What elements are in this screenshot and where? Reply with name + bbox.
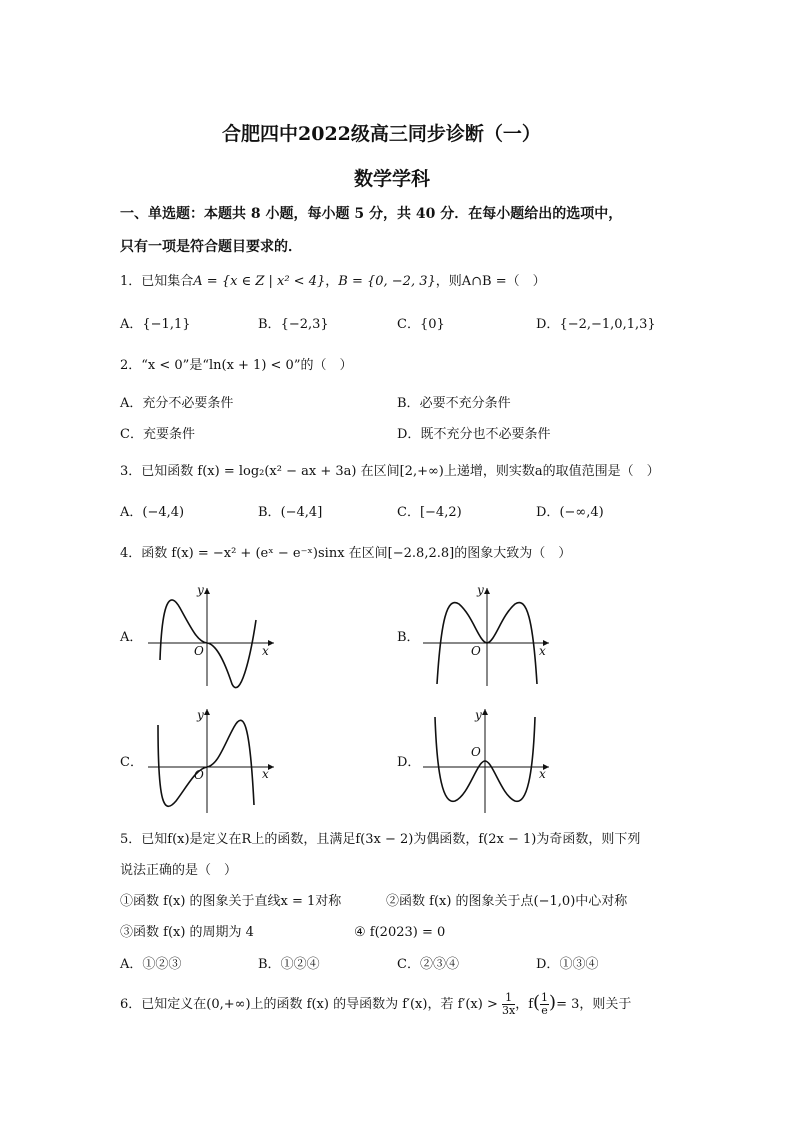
option-label: C． bbox=[397, 317, 420, 332]
option-value: [−4,2) bbox=[419, 505, 462, 520]
option-value: ①②③ bbox=[142, 957, 182, 972]
q3-option-c[interactable] bbox=[397, 504, 462, 522]
option-label: D． bbox=[536, 317, 560, 332]
y-label: y bbox=[477, 583, 484, 597]
q4-graph-a[interactable] bbox=[140, 580, 280, 690]
q1-set-b: B = {0, −2, 3} bbox=[338, 274, 436, 289]
option-label: B． bbox=[258, 317, 281, 332]
x-label: x bbox=[539, 644, 546, 658]
q6-stem bbox=[120, 988, 631, 1020]
x-arrow-icon bbox=[268, 640, 274, 646]
q5-option-b[interactable] bbox=[258, 956, 320, 974]
q4-stem: 4．函数 f(x) = −x² + (eˣ − e⁻ˣ)sinx 在区间[−2.8,2.8]的图象大致为（ ） bbox=[120, 546, 572, 561]
q3-option-a[interactable] bbox=[120, 504, 184, 522]
option-label: C． bbox=[397, 505, 420, 520]
q4-option-b-label[interactable]: B． bbox=[397, 630, 420, 645]
q5-statement-1: ①函数 f(x) 的图象关于直线x = 1对称 bbox=[120, 894, 342, 909]
y-arrow-icon bbox=[484, 588, 490, 594]
option-value: ②③④ bbox=[419, 957, 459, 972]
option-label: B． bbox=[397, 396, 420, 411]
option-value: (−∞,4) bbox=[559, 505, 604, 520]
option-label: D． bbox=[536, 957, 560, 972]
q5-statement-3: ③函数 f(x) 的周期为 4 bbox=[120, 925, 254, 940]
q1-option-d[interactable] bbox=[536, 316, 656, 334]
option-label: D． bbox=[397, 427, 421, 442]
q2-option-d[interactable] bbox=[397, 426, 550, 444]
y-arrow-icon bbox=[204, 709, 210, 715]
x-arrow-icon bbox=[268, 764, 274, 770]
option-value: {−2,3} bbox=[280, 317, 329, 332]
option-value: 必要不充分条件 bbox=[419, 396, 511, 411]
x-label: x bbox=[539, 767, 546, 781]
left-paren: ( bbox=[533, 992, 541, 1013]
curve bbox=[158, 720, 254, 806]
q4-option-a-label[interactable]: A． bbox=[120, 630, 143, 645]
q5-stem-line1: 5．已知f(x)是定义在R上的函数，且满足f(3x − 2)为偶函数，f(2x − 1)为奇函数，则下列 bbox=[120, 832, 641, 847]
option-label: B． bbox=[258, 957, 281, 972]
q5-option-d[interactable] bbox=[536, 956, 598, 974]
x-label: x bbox=[262, 767, 269, 781]
q6-fraction-2 bbox=[540, 992, 549, 1017]
option-value: 充分不必要条件 bbox=[142, 396, 234, 411]
origin-label: O bbox=[194, 644, 204, 658]
q1-option-b[interactable] bbox=[258, 316, 329, 334]
exam-title: 合肥四中2022级高三同步诊断（一） bbox=[222, 123, 541, 145]
curve bbox=[160, 600, 256, 688]
option-value: ①②④ bbox=[280, 957, 320, 972]
option-label: A． bbox=[120, 505, 143, 520]
q5-statement-2: ②函数 f(x) 的图象关于点(−1,0)中心对称 bbox=[386, 894, 628, 909]
q1-option-c[interactable] bbox=[397, 316, 445, 334]
q4-graph-d[interactable] bbox=[415, 705, 555, 815]
right-paren: ) bbox=[549, 992, 557, 1013]
q1-option-a[interactable] bbox=[120, 316, 191, 334]
x-label: x bbox=[262, 644, 269, 658]
q2-option-a[interactable] bbox=[120, 395, 233, 413]
q6-stem-b: ，f bbox=[515, 997, 534, 1012]
q2-stem: 2．“x < 0”是“ln(x + 1) < 0”的（ ） bbox=[120, 358, 353, 373]
origin-label: O bbox=[471, 745, 481, 759]
option-label: C． bbox=[397, 957, 420, 972]
q1-sep: ， bbox=[325, 274, 339, 289]
fraction-numerator: 1 bbox=[541, 991, 549, 1004]
q6-fraction-1 bbox=[502, 992, 515, 1017]
fraction-denominator: 3x bbox=[502, 1004, 516, 1017]
y-label: y bbox=[475, 708, 482, 722]
option-value: (−4,4) bbox=[142, 505, 185, 520]
q5-stem-line2: 说法正确的是（ ） bbox=[120, 863, 238, 878]
q1-set-a: A = {x ∈ Z | x² < 4} bbox=[193, 274, 326, 289]
q3-option-d[interactable] bbox=[536, 504, 604, 522]
q2-option-c[interactable] bbox=[120, 426, 195, 444]
q1-ask: ，则A∩B =（ ） bbox=[435, 274, 546, 289]
y-label: y bbox=[197, 708, 204, 722]
q5-option-a[interactable] bbox=[120, 956, 181, 974]
q3-stem: 3．已知函数 f(x) = log₂(x² − ax + 3a) 在区间[2,+∞)上递增，则实数a的取值范围是（ ） bbox=[120, 464, 660, 479]
q1-stem bbox=[120, 273, 546, 291]
option-value: (−4,4] bbox=[280, 505, 323, 520]
q6-stem-c: = 3，则关于 bbox=[556, 997, 632, 1012]
q5-statement-4: ④ f(2023) = 0 bbox=[354, 925, 446, 940]
option-value: {0} bbox=[419, 317, 445, 332]
y-arrow-icon bbox=[482, 709, 488, 715]
q3-option-b[interactable] bbox=[258, 504, 322, 522]
fraction-denominator: e bbox=[541, 1004, 548, 1017]
option-label: A． bbox=[120, 957, 143, 972]
option-value: 既不充分也不必要条件 bbox=[420, 427, 551, 442]
origin-label: O bbox=[471, 644, 481, 658]
q2-option-b[interactable] bbox=[397, 395, 511, 413]
q4-graph-b[interactable] bbox=[415, 580, 555, 690]
option-label: C． bbox=[120, 427, 143, 442]
q4-option-c-label[interactable]: C． bbox=[120, 755, 143, 770]
option-label: A． bbox=[120, 317, 143, 332]
option-value: {−1,1} bbox=[142, 317, 191, 332]
option-value: {−2,−1,0,1,3} bbox=[559, 317, 656, 332]
fraction-numerator: 1 bbox=[502, 992, 515, 1005]
q4-graph-c[interactable] bbox=[140, 705, 280, 815]
y-label: y bbox=[197, 583, 204, 597]
option-value: ①③④ bbox=[559, 957, 599, 972]
q6-stem-a: 6．已知定义在(0,+∞)上的函数 f(x) 的导函数为 f′(x)，若 f′(x) > bbox=[120, 997, 498, 1012]
option-label: D． bbox=[536, 505, 560, 520]
origin-label: O bbox=[194, 768, 204, 782]
q1-prefix: 1．已知集合 bbox=[120, 274, 194, 289]
section-heading-line1: 一、单选题：本题共 8 小题，每小题 5 分，共 40 分．在每小题给出的选项中， bbox=[120, 206, 623, 222]
q4-option-d-label[interactable]: D． bbox=[397, 755, 421, 770]
q5-option-c[interactable] bbox=[397, 956, 459, 974]
option-label: B． bbox=[258, 505, 281, 520]
option-label: A． bbox=[120, 396, 143, 411]
subject-title: 数学学科 bbox=[354, 168, 431, 190]
y-arrow-icon bbox=[204, 588, 210, 594]
option-value: 充要条件 bbox=[142, 427, 195, 442]
section-heading-line2: 只有一项是符合题目要求的． bbox=[120, 239, 302, 255]
